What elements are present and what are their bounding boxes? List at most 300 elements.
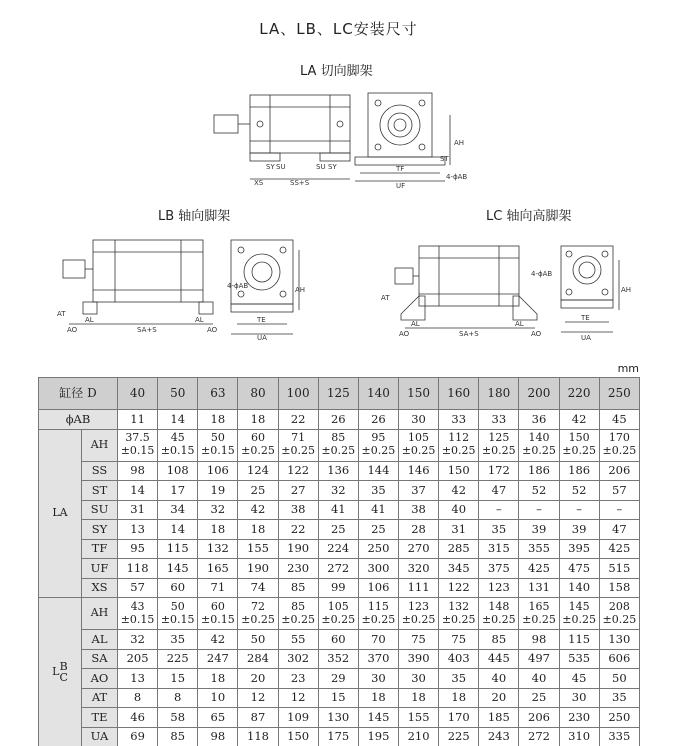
- table-row: [39, 598, 640, 630]
- table-cell: 146: [398, 461, 438, 481]
- table-cell: [278, 598, 318, 630]
- table-cell: 30: [398, 410, 438, 430]
- cell-value: 105: [327, 599, 349, 613]
- table-cell: [278, 429, 318, 461]
- table-cell: 144: [358, 461, 398, 481]
- table-cell: 310: [559, 727, 599, 746]
- lb-drawing: [55, 230, 310, 340]
- cell-value: 112: [448, 431, 470, 445]
- table-cell: 170: [439, 708, 479, 728]
- table-cell: 11: [118, 410, 158, 430]
- table-cell: 74: [238, 578, 278, 598]
- table-cell: [118, 429, 158, 461]
- table-cell: 205: [118, 649, 158, 669]
- cell-tolerance: ±0.25: [361, 444, 396, 457]
- table-cell: 18: [398, 688, 438, 708]
- table-row: [39, 649, 640, 669]
- cell-tolerance: ±0.25: [602, 444, 637, 457]
- cell-tolerance: ±0.25: [281, 444, 315, 457]
- table-cell: 46: [118, 708, 158, 728]
- cell-tolerance: ±0.15: [120, 612, 155, 626]
- cell-tolerance: ±0.25: [361, 612, 396, 626]
- cell-tolerance: ±0.25: [562, 612, 596, 626]
- svg-text:SY: SY: [266, 163, 275, 171]
- table-cell: 85: [278, 578, 318, 598]
- table-cell: 25: [318, 520, 358, 540]
- table-cell: 17: [158, 481, 198, 501]
- cell-value: 43: [130, 599, 145, 613]
- group-label-bottom: C: [59, 671, 68, 684]
- table-cell: 243: [479, 727, 519, 746]
- table-cell: [599, 429, 639, 461]
- svg-text:AO: AO: [207, 326, 218, 334]
- cell-tolerance: ±0.25: [321, 444, 356, 457]
- table-cell: [519, 598, 559, 630]
- table-cell: 40: [439, 500, 479, 520]
- table-cell: [479, 429, 519, 461]
- svg-text:AL: AL: [411, 320, 420, 328]
- table-cell: [559, 598, 599, 630]
- ab-row: [39, 410, 640, 430]
- table-cell: 19: [198, 481, 238, 501]
- table-cell: 115: [559, 630, 599, 650]
- table-cell: 18: [238, 410, 278, 430]
- table-cell: 300: [358, 559, 398, 579]
- table-row: [39, 578, 640, 598]
- table-cell: 122: [439, 578, 479, 598]
- table-cell: 18: [198, 520, 238, 540]
- table-cell: 302: [278, 649, 318, 669]
- table-cell: 186: [519, 461, 559, 481]
- row-label: ST: [82, 481, 118, 501]
- table-cell: 39: [559, 520, 599, 540]
- table-cell: 270: [398, 539, 438, 559]
- table-cell: 425: [599, 539, 639, 559]
- table-cell: 131: [519, 578, 559, 598]
- cell-value: 123: [408, 599, 430, 613]
- table-cell: [238, 429, 278, 461]
- table-cell: 185: [479, 708, 519, 728]
- table-cell: 20: [238, 669, 278, 689]
- table-cell: 12: [238, 688, 278, 708]
- table-cell: [439, 429, 479, 461]
- la-subtitle: LA 切向脚架: [300, 64, 373, 79]
- table-cell: 285: [439, 539, 479, 559]
- table-cell: 370: [358, 649, 398, 669]
- table-cell: 25: [519, 688, 559, 708]
- table-cell: 150: [278, 727, 318, 746]
- table-cell: –: [599, 500, 639, 520]
- table-row: [39, 539, 640, 559]
- table-cell: 375: [479, 559, 519, 579]
- row-label: SY: [82, 520, 118, 540]
- table-cell: 425: [519, 559, 559, 579]
- cell-value: 85: [291, 599, 306, 613]
- table-cell: 50: [599, 669, 639, 689]
- table-cell: 18: [439, 688, 479, 708]
- row-label: SU: [82, 500, 118, 520]
- row-label: AL: [82, 630, 118, 650]
- svg-text:SA+S: SA+S: [459, 330, 479, 338]
- table-cell: 38: [278, 500, 318, 520]
- table-cell: 52: [519, 481, 559, 501]
- svg-text:AT: AT: [57, 310, 66, 318]
- table-cell: [318, 429, 358, 461]
- table-cell: [238, 598, 278, 630]
- table-row: [39, 500, 640, 520]
- table-cell: [318, 598, 358, 630]
- table-cell: 75: [398, 630, 438, 650]
- table-cell: 445: [479, 649, 519, 669]
- table-cell: 52: [559, 481, 599, 501]
- cell-value: 50: [210, 431, 225, 445]
- cell-value: 115: [367, 599, 389, 613]
- table-cell: 95: [118, 539, 158, 559]
- col-header: 40: [118, 378, 158, 410]
- row-label: TE: [82, 708, 118, 728]
- table-cell: 85: [479, 630, 519, 650]
- cell-value: 132: [448, 599, 470, 613]
- table-cell: 58: [158, 708, 198, 728]
- table-cell: 145: [358, 708, 398, 728]
- cell-tolerance: ±0.25: [481, 444, 516, 457]
- row-label: AH: [82, 429, 118, 461]
- table-cell: 130: [599, 630, 639, 650]
- lc-subtitle: LC 轴向高脚架: [486, 209, 572, 224]
- group-label-main: L: [52, 665, 60, 678]
- table-cell: 515: [599, 559, 639, 579]
- cell-value: 170: [608, 431, 630, 445]
- table-cell: 31: [118, 500, 158, 520]
- table-cell: 38: [398, 500, 438, 520]
- table-cell: 42: [559, 410, 599, 430]
- table-cell: 175: [318, 727, 358, 746]
- table-cell: 85: [158, 727, 198, 746]
- svg-text:SS+S: SS+S: [290, 179, 310, 187]
- table-cell: 13: [118, 520, 158, 540]
- table-cell: 272: [519, 727, 559, 746]
- table-cell: 26: [358, 410, 398, 430]
- cell-tolerance: ±0.25: [481, 612, 516, 626]
- svg-text:AH: AH: [295, 286, 306, 294]
- table-cell: 32: [198, 500, 238, 520]
- table-cell: 206: [599, 461, 639, 481]
- svg-text:SU: SU: [276, 163, 286, 171]
- table-cell: 30: [358, 669, 398, 689]
- table-cell: 26: [318, 410, 358, 430]
- table-cell: 475: [559, 559, 599, 579]
- table-cell: 14: [158, 520, 198, 540]
- table-cell: 35: [358, 481, 398, 501]
- table-cell: 225: [439, 727, 479, 746]
- table-cell: 13: [118, 669, 158, 689]
- table-cell: 60: [318, 630, 358, 650]
- svg-text:TF: TF: [396, 165, 405, 173]
- table-cell: 15: [158, 669, 198, 689]
- table-cell: 140: [559, 578, 599, 598]
- svg-text:AO: AO: [399, 330, 410, 338]
- svg-text:SY: SY: [328, 163, 337, 171]
- table-cell: 108: [158, 461, 198, 481]
- table-row: [39, 688, 640, 708]
- table-cell: 60: [158, 578, 198, 598]
- cell-value: 140: [528, 431, 550, 445]
- col-header: 63: [198, 378, 238, 410]
- table-cell: 106: [198, 461, 238, 481]
- col-header: 160: [439, 378, 479, 410]
- table-cell: 29: [318, 669, 358, 689]
- svg-text:XS: XS: [254, 179, 264, 187]
- table-cell: 145: [158, 559, 198, 579]
- page-title: LA、LB、LC安装尺寸: [259, 20, 418, 38]
- table-cell: [519, 429, 559, 461]
- table-cell: [198, 598, 238, 630]
- table-row: [39, 669, 640, 689]
- table-cell: 230: [278, 559, 318, 579]
- table-cell: 42: [238, 500, 278, 520]
- table-cell: [398, 598, 438, 630]
- svg-text:SU: SU: [316, 163, 326, 171]
- lb-subtitle: LB 轴向脚架: [158, 209, 231, 224]
- table-cell: 111: [398, 578, 438, 598]
- table-cell: 155: [398, 708, 438, 728]
- svg-text:4-ϕAB: 4-ϕAB: [531, 270, 553, 278]
- cell-value: 60: [210, 599, 225, 613]
- table-cell: 250: [358, 539, 398, 559]
- cell-value: 148: [488, 599, 510, 613]
- table-row: [39, 630, 640, 650]
- table-cell: 23: [278, 669, 318, 689]
- table-cell: 36: [519, 410, 559, 430]
- table-cell: 195: [358, 727, 398, 746]
- table-row: [39, 708, 640, 728]
- cell-tolerance: ±0.25: [321, 612, 356, 626]
- svg-text:AH: AH: [454, 139, 465, 147]
- table-cell: 75: [439, 630, 479, 650]
- table-cell: 150: [439, 461, 479, 481]
- table-cell: 14: [158, 410, 198, 430]
- unit-label: mm: [617, 362, 639, 375]
- table-cell: 25: [238, 481, 278, 501]
- table-cell: 14: [118, 481, 158, 501]
- row-label: SS: [82, 461, 118, 481]
- cell-tolerance: ±0.15: [160, 612, 195, 626]
- cell-tolerance: ±0.25: [241, 612, 275, 626]
- table-cell: [479, 598, 519, 630]
- table-cell: 45: [559, 669, 599, 689]
- table-cell: 12: [278, 688, 318, 708]
- group-label-stack: [59, 661, 67, 683]
- table-cell: 25: [358, 520, 398, 540]
- svg-text:TE: TE: [257, 316, 266, 324]
- table-row: [39, 559, 640, 579]
- table-cell: 395: [559, 539, 599, 559]
- table-cell: 40: [479, 669, 519, 689]
- cell-value: 105: [408, 431, 430, 445]
- table-row: [39, 429, 640, 461]
- col-header: 125: [318, 378, 358, 410]
- table-cell: 225: [158, 649, 198, 669]
- cell-tolerance: ±0.25: [562, 444, 596, 457]
- table-cell: –: [479, 500, 519, 520]
- row-label: AT: [82, 688, 118, 708]
- table-cell: 98: [519, 630, 559, 650]
- cell-tolerance: ±0.15: [200, 444, 235, 457]
- cell-value: 208: [608, 599, 630, 613]
- table-cell: 8: [118, 688, 158, 708]
- svg-text:AO: AO: [531, 330, 542, 338]
- cell-value: 37.5: [125, 431, 150, 445]
- table-cell: –: [559, 500, 599, 520]
- group-label-top: B: [59, 660, 68, 673]
- table-cell: 87: [238, 708, 278, 728]
- col-header: 200: [519, 378, 559, 410]
- table-cell: 272: [318, 559, 358, 579]
- svg-text:4-ϕAB: 4-ϕAB: [227, 282, 249, 290]
- table-cell: 390: [398, 649, 438, 669]
- table-cell: 99: [318, 578, 358, 598]
- col-header: 220: [559, 378, 599, 410]
- table-cell: 33: [479, 410, 519, 430]
- table-cell: 70: [358, 630, 398, 650]
- table-cell: 47: [599, 520, 639, 540]
- table-cell: 30: [559, 688, 599, 708]
- table-cell: [158, 598, 198, 630]
- table-cell: 35: [479, 520, 519, 540]
- table-cell: 98: [198, 727, 238, 746]
- svg-text:AT: AT: [381, 294, 390, 302]
- table-cell: 32: [118, 630, 158, 650]
- table-cell: 8: [158, 688, 198, 708]
- cell-tolerance: ±0.25: [602, 612, 637, 626]
- table-cell: 20: [479, 688, 519, 708]
- svg-text:AL: AL: [195, 316, 204, 324]
- table-cell: 190: [278, 539, 318, 559]
- row-label: TF: [82, 539, 118, 559]
- cell-value: 165: [528, 599, 550, 613]
- table-cell: 224: [318, 539, 358, 559]
- header-label: 缸径 D: [39, 378, 118, 410]
- table-cell: 41: [318, 500, 358, 520]
- table-cell: 352: [318, 649, 358, 669]
- table-cell: 41: [358, 500, 398, 520]
- table-cell: 27: [278, 481, 318, 501]
- table-cell: 33: [439, 410, 479, 430]
- table-cell: 35: [158, 630, 198, 650]
- cell-tolerance: ±0.25: [401, 612, 436, 626]
- table-cell: 230: [559, 708, 599, 728]
- table-cell: 32: [318, 481, 358, 501]
- col-header: 140: [358, 378, 398, 410]
- table-cell: 320: [398, 559, 438, 579]
- table-cell: 132: [198, 539, 238, 559]
- svg-text:UA: UA: [581, 334, 591, 342]
- svg-text:ST: ST: [440, 155, 449, 163]
- row-label: UA: [82, 727, 118, 746]
- table-cell: 18: [198, 669, 238, 689]
- table-cell: 345: [439, 559, 479, 579]
- table-cell: 18: [238, 520, 278, 540]
- table-cell: 45: [599, 410, 639, 430]
- table-cell: 34: [158, 500, 198, 520]
- table-cell: [599, 598, 639, 630]
- la-drawing: [210, 85, 480, 190]
- table-cell: 30: [398, 669, 438, 689]
- cell-tolerance: ±0.25: [441, 612, 476, 626]
- table-cell: –: [519, 500, 559, 520]
- svg-text:4-ϕAB: 4-ϕAB: [446, 173, 468, 181]
- col-header: 80: [238, 378, 278, 410]
- table-cell: 118: [118, 559, 158, 579]
- table-cell: 118: [238, 727, 278, 746]
- table-cell: 535: [559, 649, 599, 669]
- cell-tolerance: ±0.15: [160, 444, 195, 457]
- svg-text:UF: UF: [396, 182, 406, 190]
- table-cell: 10: [198, 688, 238, 708]
- table-row: [39, 727, 640, 746]
- table-cell: 172: [479, 461, 519, 481]
- table-cell: [158, 429, 198, 461]
- lc-drawing: [375, 230, 640, 340]
- row-label: XS: [82, 578, 118, 598]
- table-cell: 31: [439, 520, 479, 540]
- row-label: UF: [82, 559, 118, 579]
- cell-tolerance: ±0.25: [522, 444, 556, 457]
- table-cell: 57: [599, 481, 639, 501]
- table-cell: 123: [479, 578, 519, 598]
- table-cell: 335: [599, 727, 639, 746]
- svg-text:SA+S: SA+S: [137, 326, 157, 334]
- col-header: 100: [278, 378, 318, 410]
- table-cell: 355: [519, 539, 559, 559]
- cell-tolerance: ±0.25: [281, 612, 315, 626]
- svg-text:AO: AO: [67, 326, 78, 334]
- table-cell: 165: [198, 559, 238, 579]
- table-cell: 98: [118, 461, 158, 481]
- table-cell: 22: [278, 410, 318, 430]
- col-header: 250: [599, 378, 639, 410]
- group-label: [39, 598, 82, 746]
- table-cell: [358, 598, 398, 630]
- cell-value: 60: [250, 431, 265, 445]
- table-cell: 130: [318, 708, 358, 728]
- cell-value: 125: [488, 431, 510, 445]
- table-cell: 15: [318, 688, 358, 708]
- col-header: 150: [398, 378, 438, 410]
- table-cell: [198, 429, 238, 461]
- cell-tolerance: ±0.15: [200, 612, 235, 626]
- table-cell: 250: [599, 708, 639, 728]
- row-label: AH: [82, 598, 118, 630]
- table-cell: 210: [398, 727, 438, 746]
- table-cell: 22: [278, 520, 318, 540]
- cell-value: 72: [250, 599, 265, 613]
- table-cell: 284: [238, 649, 278, 669]
- col-header: 50: [158, 378, 198, 410]
- cell-value: 95: [371, 431, 386, 445]
- cell-tolerance: ±0.25: [441, 444, 476, 457]
- cell-value: 150: [568, 431, 590, 445]
- svg-text:TE: TE: [581, 314, 590, 322]
- table-cell: 115: [158, 539, 198, 559]
- cell-tolerance: ±0.25: [522, 612, 556, 626]
- cell-value: 145: [568, 599, 590, 613]
- table-cell: 18: [198, 410, 238, 430]
- col-header: 180: [479, 378, 519, 410]
- svg-text:UA: UA: [257, 334, 267, 342]
- cell-tolerance: ±0.25: [401, 444, 436, 457]
- svg-text:AL: AL: [515, 320, 524, 328]
